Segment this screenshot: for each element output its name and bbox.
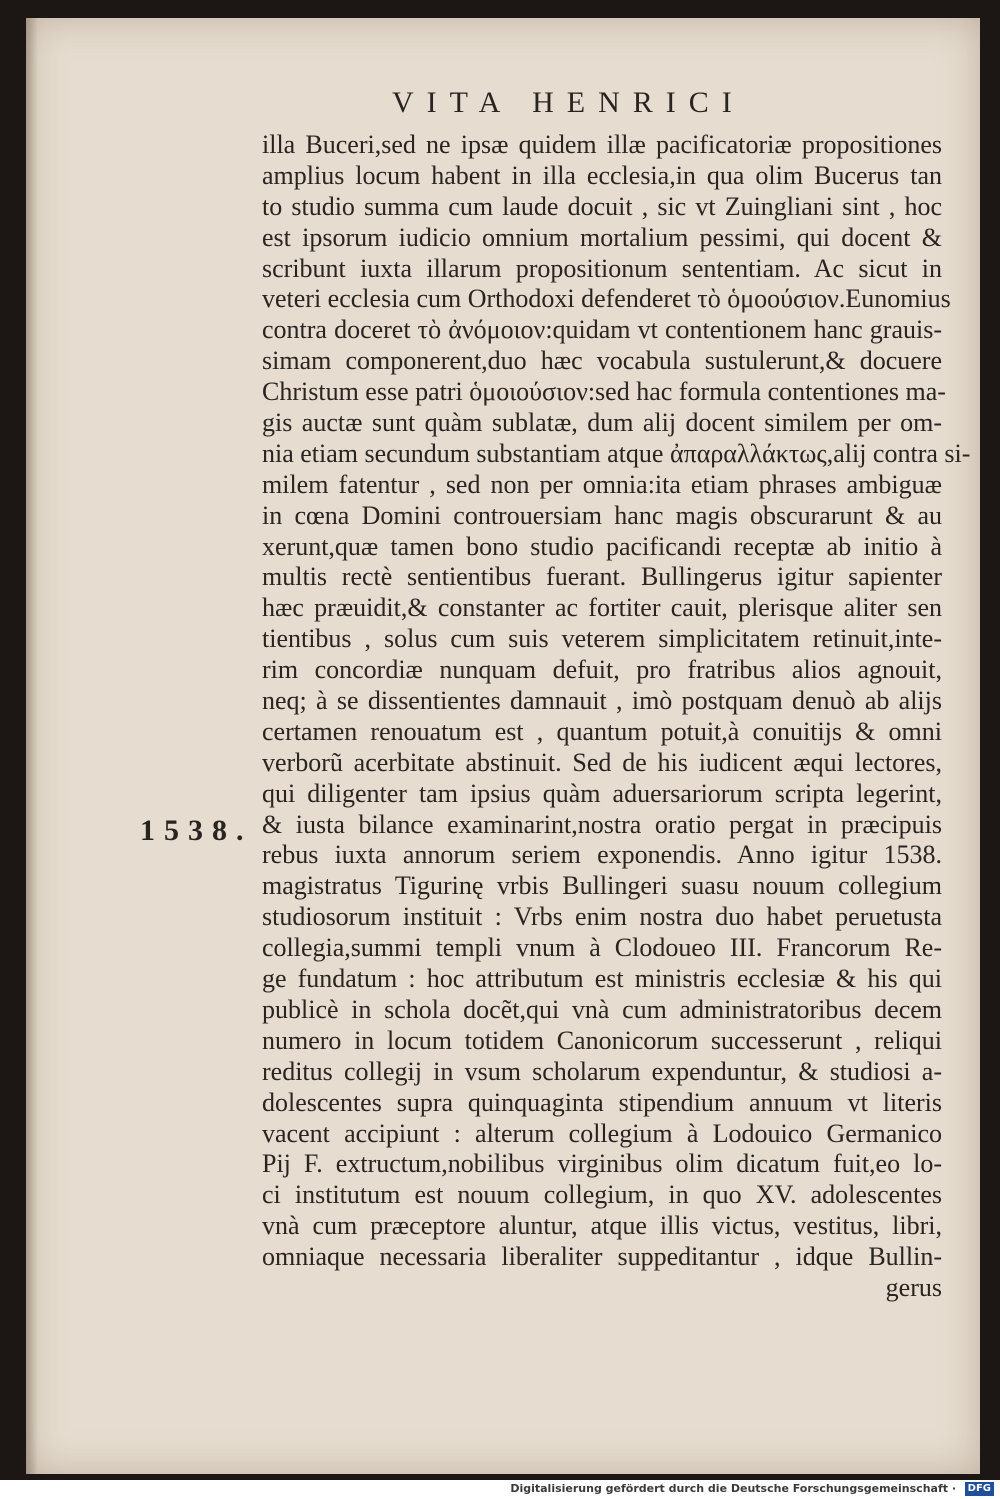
text-line: qui diligenter tam ipsius quàm aduersariorum scripta legerint, xyxy=(262,778,942,808)
text-line: ci institutum est nouum collegium, in quo XV. adolescentes xyxy=(262,1180,942,1210)
text-line: & iusta bilance examinarint,nostra oratio pergat in præcipuis xyxy=(262,809,942,839)
text-line: magistratus Tigurinę vrbis Bullingeri suasu nouum collegium xyxy=(262,871,942,901)
text-line: gis auctæ sunt quàm sublatæ, dum alij docent similem per om- xyxy=(262,408,942,438)
text-line: rebus iuxta annorum seriem exponendis. Anno igitur 1538. xyxy=(262,840,942,870)
text-line: vnà cum præceptore aluntur, atque illis victus, vestitus, libri, xyxy=(262,1211,942,1241)
text-line: simam componerent,duo hæc vocabula sustulerunt,& docuere xyxy=(262,346,942,376)
text-line: hæc præuidit,& constanter ac fortiter cauit, plerisque aliter sen xyxy=(262,593,942,623)
catchword: gerus xyxy=(885,1272,942,1302)
text-line: studiosorum instituit : Vrbs enim nostra duo habet peruetusta xyxy=(262,902,942,932)
text-line: xerunt,quæ tamen bono studio pacificandi receptæ ab initio à xyxy=(262,531,942,561)
text-line: milem fatentur , sed non per omnia:ita etiam phrases ambiguæ xyxy=(262,469,942,499)
text-line: dolescentes supra quinquaginta stipendium annuum vt literis xyxy=(262,1087,942,1117)
text-line: multis rectè sentientibus fuerant. Bullingerus igitur sapienter xyxy=(262,562,942,592)
text-line: certamen renouatum est , quantum potuit,à conuitijs & omni xyxy=(262,716,942,746)
text-line: nia etiam secundum substantiam atque ἀπαραλλάκτως,alij contra si- xyxy=(262,438,971,468)
text-line: neq; à se dissentientes damnauit , imò postquam denuò ab alijs xyxy=(262,686,942,716)
text-line: ge fundatum : hoc attributum est ministris ecclesiæ & his qui xyxy=(262,964,942,994)
text-line: vacent accipiunt : alterum collegium à Lodouico Germanico xyxy=(262,1118,942,1148)
text-line: scribunt iuxta illarum propositionum sententiam. Ac sicut in xyxy=(262,253,942,283)
text-line: omniaque necessaria liberaliter suppeditantur , idque Bullin- xyxy=(262,1242,942,1272)
text-line: Pij F. extructum,nobilibus virginibus olim dicatum fuit,eo lo- xyxy=(262,1149,942,1179)
text-line: collegia,summi templi vnum à Clodoueo III. Francorum Re- xyxy=(262,933,942,963)
text-line: rim concordiæ nunquam defuit, pro fratribus alios agnouit, xyxy=(262,655,942,685)
text-line: contra doceret τὸ ἀνόμοιον:quidam vt contentionem hanc grauis- xyxy=(262,315,942,345)
footer-credit: Digitalisierung gefördert durch die Deutsche Forschungsgemeinschaft · xyxy=(510,1482,956,1495)
margin-note-year: 1538. xyxy=(140,814,253,847)
dfg-logo-icon: DFG xyxy=(965,1482,994,1496)
digitization-footer xyxy=(0,1480,1000,1499)
text-line: verborũ acerbitate abstinuit. Sed de his iudicent æqui lectores, xyxy=(262,747,942,777)
page-gutter-shadow xyxy=(26,18,38,1474)
text-line: to studio summa cum laude docuit , sic vt Zuingliani sint , hoc xyxy=(262,191,942,221)
text-line: in cœna Domini controuersiam hanc magis obscurarunt & au xyxy=(262,500,942,530)
running-head: VITA HENRICI xyxy=(392,86,745,119)
text-line: Christum esse patri ὁμοιούσιον:sed hac formula contentiones ma- xyxy=(262,377,946,407)
text-line: illa Buceri,sed ne ipsæ quidem illæ pacificatoriæ propositiones xyxy=(262,130,942,159)
text-line: est ipsorum iudicio omnium mortalium pessimi, qui docent & xyxy=(262,222,942,252)
text-line: amplius locum habent in illa ecclesia,in qua olim Bucerus tan xyxy=(262,160,942,190)
text-line: veteri ecclesia cum Orthodoxi defenderet τὸ ὁμοούσιον.Eunomius xyxy=(262,284,951,314)
text-line: reditus collegij in vsum scholarum expenduntur, & studiosi a- xyxy=(262,1056,942,1086)
text-line: publicè in schola docẽt,qui vnà cum administratoribus decem xyxy=(262,994,942,1024)
body-text xyxy=(262,130,971,1304)
text-line: tientibus , solus cum suis veterem simplicitatem retinuit,inte- xyxy=(262,624,942,654)
text-line: numero in locum totidem Canonicorum successerunt , reliqui xyxy=(262,1025,942,1055)
